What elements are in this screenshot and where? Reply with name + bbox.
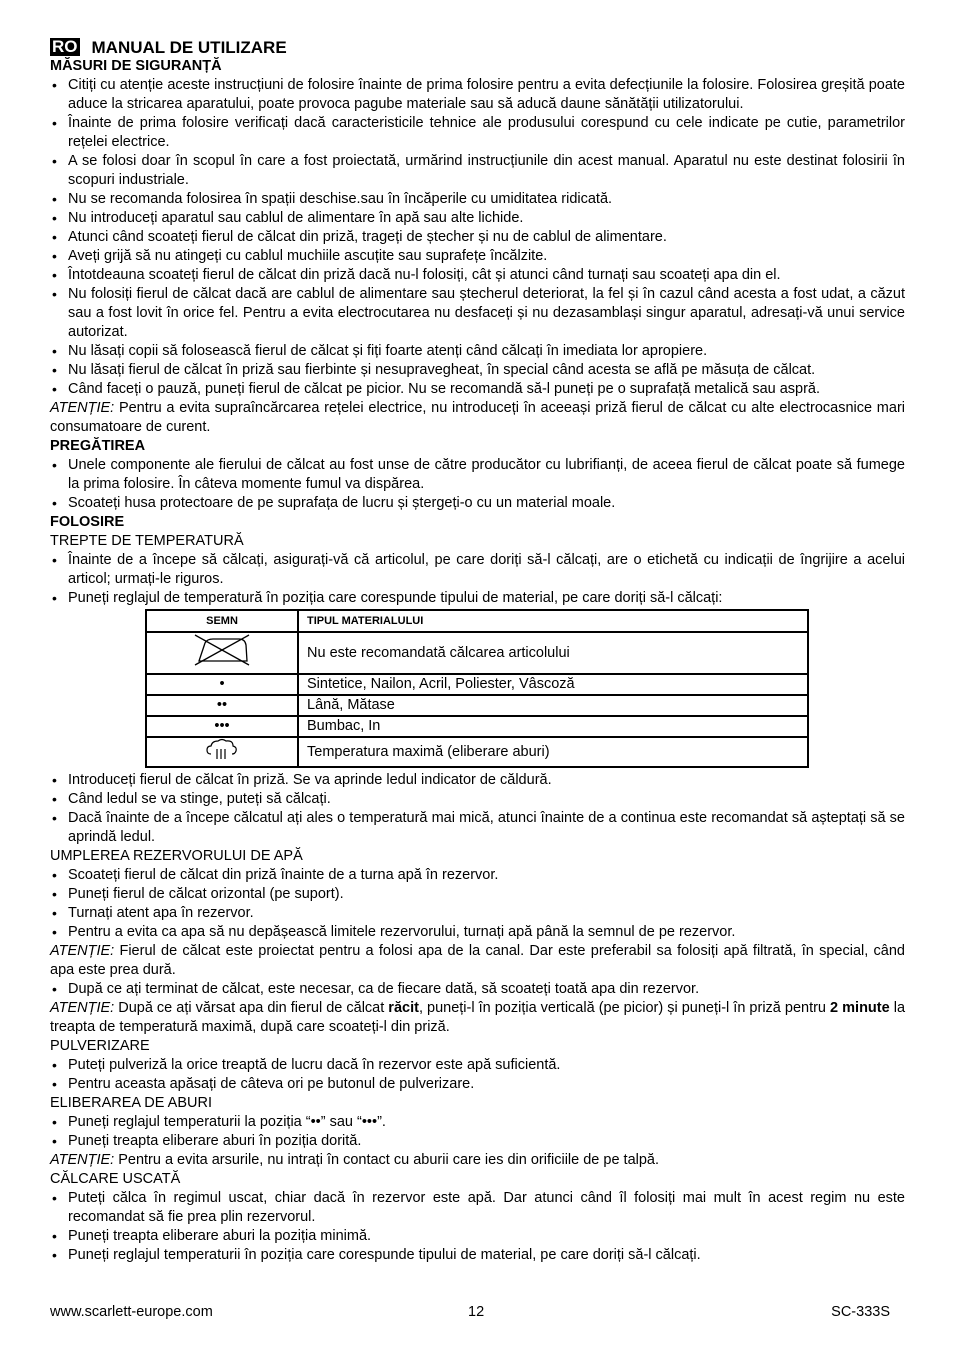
note-text-b: , puneți-l în poziția verticală (pe picior) și puneți-l în priză pentru <box>418 1000 831 1016</box>
list-item: • Puteți pulveriză la orice treaptă de lucru dacă în rezervor este apă suficientă. <box>50 1056 905 1075</box>
after-table-list <box>50 771 905 847</box>
safety-heading: MĂSURI DE SIGURANȚĂ <box>50 58 222 74</box>
dry-list <box>50 1189 905 1265</box>
fill-list-2 <box>50 980 905 999</box>
temp-list <box>50 551 905 608</box>
page-title: MANUAL DE UTILIZARE <box>91 37 287 57</box>
note-text: Pentru a evita supraîncărcarea rețelei electrice, nu introduceți în aceeași priză fierul de călcat cu alte electrocasnice mari consumatoare de curent. <box>50 400 905 435</box>
list-item: • Citiți cu atenție aceste instrucțiuni de folosire înainte de prima folosire pentru a evita defecțiunile la folosire. Folosirea greșită poate aduce la stricarea aparatului, poate provoca pagube materiale sau să aducă daune sănătății utilizatorului. <box>50 76 905 114</box>
note-text: Pentru a evita arsurile, nu intrați în contact cu aburii care ies din orificiile de pe talpă. <box>114 1152 660 1168</box>
steam-heading: ELIBERAREA DE ABURI <box>50 1095 212 1111</box>
list-item: • Nu introduceți aparatul sau cablul de alimentare în apă sau alte lichide. <box>50 209 905 228</box>
sign-cell <box>146 737 298 767</box>
table-row <box>146 695 808 716</box>
list-item: • Atunci când scoateți fierul de călcat din priză, trageți de ștecher și nu de cablul de alimentare. <box>50 228 905 247</box>
list-item: • Scoateți husa protectoare de pe suprafața de lucru și ștergeți-o cu un material moale. <box>50 494 905 513</box>
list-item: • Întotdeauna scoateți fierul de călcat din priză dacă nu-l folosiți, cât și atunci când turnați sau scoateți apa din el. <box>50 266 905 285</box>
footer <box>50 1304 890 1320</box>
sign-cell: •• <box>146 695 298 716</box>
list-item: • Puteți călca în regimul uscat, chiar dacă în rezervor este apă. Dar atunci când îl folosiți mai mult în acest regim nu este recomandat să fie prea plin rezervorul. <box>50 1189 905 1227</box>
list-item: • Aveți grijă să nu atingeți cu cablul muchiile ascuțite sau suprafețe încălzite. <box>50 247 905 266</box>
safety-note <box>50 399 905 437</box>
list-item: • Puneți reglajul de temperatură în poziția care corespunde tipului de material, pe care doriți să-l călcați: <box>50 589 905 608</box>
note-text-c: la treapta de temperatură maximă, după care scoateți-l din priză. <box>50 1000 906 1035</box>
col-type-header: TIPUL MATERIALULUI <box>298 610 808 632</box>
col-sign-header: SEMN <box>146 610 298 632</box>
sign-cell: • <box>146 674 298 695</box>
list-item: • Pentru aceasta apăsați de câteva ori pe butonul de pulverizare. <box>50 1075 905 1094</box>
list-item: • Nu lăsați copii să folosească fierul de călcat și fiți foarte atenți când călcați în imediata lor apropiere. <box>50 342 905 361</box>
table-row <box>146 737 808 767</box>
list-item: • Pentru a evita ca apa să nu depășească limitele rezervorului, turnați apă până la semnul de pe rezervor. <box>50 923 905 942</box>
note-text-a: După ce ați vărsat apa din fierul de călcat <box>114 1000 389 1016</box>
prep-list <box>50 456 905 513</box>
spray-heading: PULVERIZARE <box>50 1038 150 1054</box>
list-item: • Unele componente ale fierului de călcat au fost unse de către producător cu lubrifianți, de aceea fierul de călcat poate să fumege la prima folosire. În câteva momente fumul va dispărea. <box>50 456 905 494</box>
list-item: • Nu lăsați fierul de călcat în priză sau fierbinte și nesupravegheat, în special când acesta se află pe măsuța de călcat. <box>50 361 905 380</box>
note-label: ATENȚIE: <box>50 400 115 416</box>
note-bold-1: răcit <box>388 1000 419 1016</box>
type-cell: Sintetice, Nailon, Acril, Poliester, Vâscoză <box>298 674 808 695</box>
list-item: • Turnați atent apa în rezervor. <box>50 904 905 923</box>
table-row <box>146 716 808 737</box>
list-item: • A se folosi doar în scopul în care a fost proiectată, urmărind instrucțiunile din acest manual. Aparatul nu este destinat folosirii în scopuri industriale. <box>50 152 905 190</box>
list-item: • Puneți reglajul temperaturii în poziția care corespunde tipului de material, pe care doriți să-l călcați. <box>50 1246 905 1265</box>
manual-page <box>50 37 905 1265</box>
spray-list <box>50 1056 905 1094</box>
fill-note <box>50 942 905 980</box>
type-cell: Nu este recomandată călcarea articolului <box>298 632 808 674</box>
model-number: SC-333S <box>831 1304 890 1320</box>
temp-heading: TREPTE DE TEMPERATURĂ <box>50 533 244 549</box>
list-item: • Înainte de prima folosire verificați dacă caracteristicile tehnice ale produsului corespund cu cele indicate pe cutie, parametrilor rețelei electrice. <box>50 114 905 152</box>
type-cell: Lână, Mătase <box>298 695 808 716</box>
steam-list <box>50 1113 905 1151</box>
sign-cell: ••• <box>146 716 298 737</box>
prep-heading: PREGĂTIREA <box>50 438 146 454</box>
list-item: • Scoateți fierul de călcat din priză înainte de a turna apă în rezervor. <box>50 866 905 885</box>
note-label: ATENȚIE: <box>50 1000 115 1016</box>
temperature-table <box>145 609 809 768</box>
no-iron-icon <box>191 633 253 667</box>
list-item: • Puneți treapta eliberare aburi la poziția minimă. <box>50 1227 905 1246</box>
list-item: • Înainte de a începe să călcați, asigurați-vă că articolul, pe care doriți să-l călcați, are o etichetă cu indicații de îngrijire a acelui articol; urmați-le riguros. <box>50 551 905 589</box>
footer-website: www.scarlett-europe.com <box>50 1304 213 1320</box>
fill-note-2 <box>50 999 905 1037</box>
steam-icon <box>206 738 238 760</box>
list-item: • Nu se recomanda folosirea în spații deschise.sau în încăperile cu umiditatea ridicată. <box>50 190 905 209</box>
fill-list <box>50 866 905 942</box>
list-item: • După ce ați terminat de călcat, este necesar, ca de fiecare dată, să scoateți toată apa din rezervor. <box>50 980 905 999</box>
table-header-row <box>146 610 808 632</box>
language-badge: RO <box>52 37 78 56</box>
type-cell: Bumbac, In <box>298 716 808 737</box>
steam-note <box>50 1151 905 1170</box>
list-item: • Puneți treapta eliberare aburi în poziția dorită. <box>50 1132 905 1151</box>
safety-list <box>50 76 905 399</box>
list-item: • Introduceți fierul de călcat în priză. Se va aprinde ledul indicator de căldură. <box>50 771 905 790</box>
usage-heading: FOLOSIRE <box>50 514 125 530</box>
title-row <box>50 37 905 57</box>
note-bold-2: 2 minute <box>830 1000 890 1016</box>
table-row <box>146 632 808 674</box>
list-item: • Nu folosiți fierul de călcat dacă are cablul de alimentare sau ștecherul deteriorat, la fel și în cazul când acesta a fost udat, a căzut sau a fost lovit în orice fel. Pentru a evita electrocutarea nu desfaceți și nu dezasamblași singur aparatul, adresați-vă unui service autorizat. <box>50 285 905 342</box>
fill-heading: UMPLEREA REZERVORULUI DE APĂ <box>50 848 303 864</box>
page-number: 12 <box>468 1304 485 1320</box>
list-item: • Puneți fierul de călcat orizontal (pe suport). <box>50 885 905 904</box>
note-text: Fierul de călcat este proiectat pentru a folosi apa de la canal. Dar este preferabil sa folosiți apă filtrată, în special, când apa este prea dură. <box>50 943 905 978</box>
sign-cell <box>146 632 298 674</box>
note-label: ATENȚIE: <box>50 1152 115 1168</box>
list-item: • Când ledul se va stinge, puteți să călcați. <box>50 790 905 809</box>
list-item: • Când faceți o pauză, puneți fierul de călcat pe picior. Nu se recomandă să-l puneți pe o suprafață metalică sau aspră. <box>50 380 905 399</box>
table-row <box>146 674 808 695</box>
list-item: • Dacă înainte de a începe călcatul ați ales o temperatură mai mică, atunci înainte de a continua este recomandat să așteptați să se aprindă ledul. <box>50 809 905 847</box>
list-item: • Puneți reglajul temperaturii la poziția “••” sau “•••”. <box>50 1113 905 1132</box>
dry-heading: CĂLCARE USCATĂ <box>50 1171 181 1187</box>
note-label: ATENȚIE: <box>50 943 115 959</box>
type-cell: Temperatura maximă (eliberare aburi) <box>298 737 808 767</box>
